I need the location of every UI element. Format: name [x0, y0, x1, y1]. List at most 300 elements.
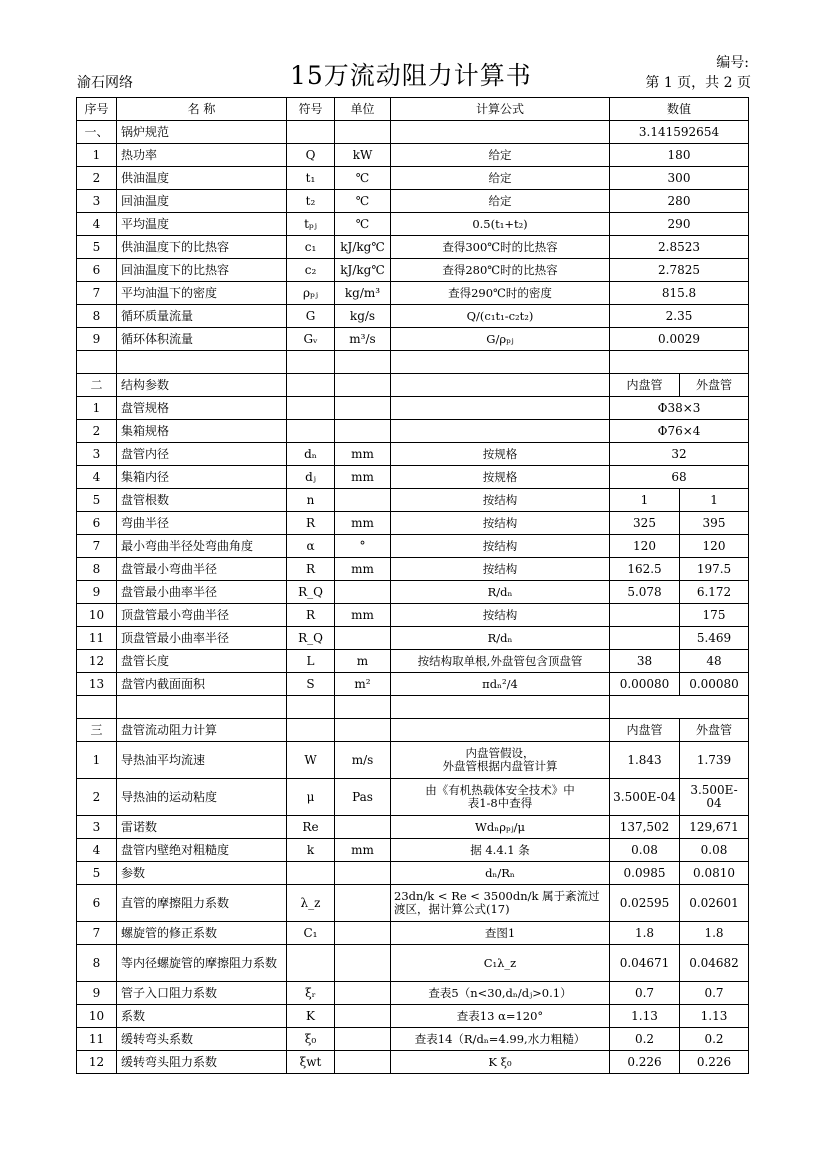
cell-unit	[335, 1051, 391, 1074]
blank-cell	[117, 696, 287, 719]
col-header-name: 名 称	[117, 98, 287, 121]
cell-no: 三	[77, 719, 117, 742]
col-header-symbol: 符号	[287, 98, 335, 121]
cell-symbol	[287, 121, 335, 144]
cell-name: 循环质量流量	[117, 305, 287, 328]
cell-no: 3	[77, 816, 117, 839]
table-row	[77, 627, 749, 650]
cell-no: 2	[77, 779, 117, 816]
cell-unit	[335, 885, 391, 922]
table-row	[77, 945, 749, 982]
cell-value-inner: 1	[610, 489, 680, 512]
cell-no: 12	[77, 1051, 117, 1074]
cell-no: 1	[77, 144, 117, 167]
cell-value-inner: 120	[610, 535, 680, 558]
cell-symbol: W	[287, 742, 335, 779]
table-header-row	[77, 98, 749, 121]
cell-formula: 查表14（R/dₙ=4.99,水力粗糙）	[391, 1028, 610, 1051]
cell-symbol	[287, 945, 335, 982]
cell-no: 7	[77, 282, 117, 305]
table-row	[77, 466, 749, 489]
table-row	[77, 305, 749, 328]
cell-value-inner: 162.5	[610, 558, 680, 581]
cell-value-inner	[610, 627, 680, 650]
cell-name: 回油温度	[117, 190, 287, 213]
cell-formula: 0.5(t₁+t₂)	[391, 213, 610, 236]
cell-name: 盘管流动阻力计算	[117, 719, 287, 742]
cell-value-outer: 0.04682	[680, 945, 749, 982]
cell-value: 290	[610, 213, 749, 236]
cell-name: 缓转弯头系数	[117, 1028, 287, 1051]
col-header-formula: 计算公式	[391, 98, 610, 121]
cell-value-outer: 120	[680, 535, 749, 558]
table-row	[77, 885, 749, 922]
cell-value: 32	[610, 443, 749, 466]
cell-unit: m²	[335, 673, 391, 696]
cell-no: 6	[77, 512, 117, 535]
cell-value-outer: 3.500E-04	[680, 779, 749, 816]
calculation-table	[76, 97, 749, 1074]
cell-unit	[335, 1028, 391, 1051]
cell-name: 集箱规格	[117, 420, 287, 443]
cell-value-outer: 175	[680, 604, 749, 627]
cell-symbol: dⱼ	[287, 466, 335, 489]
cell-no: 3	[77, 443, 117, 466]
cell-no: 7	[77, 535, 117, 558]
cell-formula: 查得290℃时的密度	[391, 282, 610, 305]
cell-symbol: t₂	[287, 190, 335, 213]
cell-symbol: λ_z	[287, 885, 335, 922]
blank-cell	[335, 351, 391, 374]
cell-unit: mm	[335, 466, 391, 489]
cell-formula: 按结构	[391, 535, 610, 558]
page-info: 第 1 页，共 2 页	[645, 75, 751, 91]
section-row	[77, 121, 749, 144]
blank-cell	[77, 696, 117, 719]
cell-value-inner	[610, 604, 680, 627]
table-row	[77, 922, 749, 945]
cell-value: 0.0029	[610, 328, 749, 351]
cell-value: 2.7825	[610, 259, 749, 282]
cell-name: 盘管内径	[117, 443, 287, 466]
cell-symbol: ξwt	[287, 1051, 335, 1074]
table-row	[77, 558, 749, 581]
cell-name: 螺旋管的修正系数	[117, 922, 287, 945]
table-row	[77, 397, 749, 420]
cell-unit	[335, 1005, 391, 1028]
cell-symbol: K	[287, 1005, 335, 1028]
cell-unit	[335, 922, 391, 945]
cell-no: 9	[77, 982, 117, 1005]
cell-formula: Q/(c₁t₁-c₂t₂)	[391, 305, 610, 328]
table-row	[77, 862, 749, 885]
table-row	[77, 1051, 749, 1074]
cell-unit	[335, 945, 391, 982]
cell-unit: °	[335, 535, 391, 558]
cell-name: 结构参数	[117, 374, 287, 397]
table-row	[77, 167, 749, 190]
cell-no: 5	[77, 489, 117, 512]
table-row	[77, 420, 749, 443]
cell-symbol: c₁	[287, 236, 335, 259]
cell-value-inner: 137,502	[610, 816, 680, 839]
cell-formula: R/dₙ	[391, 627, 610, 650]
col-header-unit: 单位	[335, 98, 391, 121]
cell-no: 7	[77, 922, 117, 945]
table-row	[77, 144, 749, 167]
cell-unit: m³/s	[335, 328, 391, 351]
cell-value-inner: 1.8	[610, 922, 680, 945]
cell-name: 雷诺数	[117, 816, 287, 839]
cell-formula: G/ρₚⱼ	[391, 328, 610, 351]
cell-name: 系数	[117, 1005, 287, 1028]
cell-formula: Wdₙρₚⱼ/μ	[391, 816, 610, 839]
cell-no: 二	[77, 374, 117, 397]
section-row	[77, 374, 749, 397]
cell-unit: mm	[335, 558, 391, 581]
cell-no: 6	[77, 885, 117, 922]
cell-symbol	[287, 374, 335, 397]
cell-symbol: C₁	[287, 922, 335, 945]
blank-cell	[610, 696, 749, 719]
cell-no: 12	[77, 650, 117, 673]
cell-name: 管子入口阻力系数	[117, 982, 287, 1005]
cell-value-outer: 48	[680, 650, 749, 673]
cell-name: 平均温度	[117, 213, 287, 236]
cell-no: 10	[77, 1005, 117, 1028]
cell-unit	[335, 397, 391, 420]
cell-value-inner: 内盘管	[610, 719, 680, 742]
cell-value-outer: 0.08	[680, 839, 749, 862]
table-body	[77, 121, 749, 1074]
cell-value-outer: 外盘管	[680, 719, 749, 742]
cell-formula: 给定	[391, 190, 610, 213]
table-row	[77, 650, 749, 673]
page-title: 15万流动阻力计算书	[290, 61, 532, 90]
cell-formula: K ξ₀	[391, 1051, 610, 1074]
cell-unit	[335, 121, 391, 144]
cell-value-inner: 38	[610, 650, 680, 673]
cell-unit	[335, 581, 391, 604]
cell-value-outer: 0.226	[680, 1051, 749, 1074]
table-row	[77, 816, 749, 839]
cell-unit: Pas	[335, 779, 391, 816]
blank-cell	[335, 696, 391, 719]
table-row	[77, 190, 749, 213]
cell-formula	[391, 719, 610, 742]
cell-formula: C₁λ_z	[391, 945, 610, 982]
cell-value-outer: 6.172	[680, 581, 749, 604]
table-row	[77, 742, 749, 779]
cell-value-inner: 0.0985	[610, 862, 680, 885]
cell-value-outer: 395	[680, 512, 749, 535]
cell-formula: 按规格	[391, 443, 610, 466]
cell-value: 2.8523	[610, 236, 749, 259]
cell-unit: ℃	[335, 213, 391, 236]
cell-value-inner: 3.500E-04	[610, 779, 680, 816]
company-name: 渝石网络	[77, 75, 133, 91]
cell-name: 盘管最小曲率半径	[117, 581, 287, 604]
cell-symbol: μ	[287, 779, 335, 816]
document-number-label: 编号:	[716, 55, 749, 71]
cell-value-outer: 0.00080	[680, 673, 749, 696]
cell-formula: dₙ/Rₙ	[391, 862, 610, 885]
cell-value: 815.8	[610, 282, 749, 305]
cell-formula: 查得300℃时的比热容	[391, 236, 610, 259]
section-row	[77, 719, 749, 742]
cell-unit: kJ/kg℃	[335, 236, 391, 259]
cell-unit	[335, 420, 391, 443]
cell-value-outer: 5.469	[680, 627, 749, 650]
cell-name: 顶盘管最小曲率半径	[117, 627, 287, 650]
cell-unit	[335, 816, 391, 839]
cell-value-outer: 0.7	[680, 982, 749, 1005]
cell-symbol: n	[287, 489, 335, 512]
table-row	[77, 213, 749, 236]
cell-name: 直管的摩擦阻力系数	[117, 885, 287, 922]
cell-unit: kW	[335, 144, 391, 167]
cell-name: 导热油的运动粘度	[117, 779, 287, 816]
cell-symbol: S	[287, 673, 335, 696]
cell-value-inner: 内盘管	[610, 374, 680, 397]
cell-formula: 给定	[391, 144, 610, 167]
cell-name: 盘管内截面面积	[117, 673, 287, 696]
cell-name: 集箱内径	[117, 466, 287, 489]
cell-no: 3	[77, 190, 117, 213]
cell-value-inner: 0.04671	[610, 945, 680, 982]
table-row	[77, 982, 749, 1005]
cell-unit: kg/m³	[335, 282, 391, 305]
cell-no: 1	[77, 397, 117, 420]
cell-value-outer: 129,671	[680, 816, 749, 839]
blank-cell	[287, 351, 335, 374]
cell-value-inner: 5.078	[610, 581, 680, 604]
table-row	[77, 779, 749, 816]
table-row	[77, 512, 749, 535]
blank-cell	[287, 696, 335, 719]
cell-name: 盘管最小弯曲半径	[117, 558, 287, 581]
cell-unit: m/s	[335, 742, 391, 779]
cell-value-outer: 1	[680, 489, 749, 512]
cell-value: 3.141592654	[610, 121, 749, 144]
cell-symbol: R_Q	[287, 581, 335, 604]
cell-no: 一、	[77, 121, 117, 144]
cell-symbol: k	[287, 839, 335, 862]
cell-value-outer: 1.8	[680, 922, 749, 945]
cell-no: 5	[77, 862, 117, 885]
cell-name: 回油温度下的比热容	[117, 259, 287, 282]
table-row	[77, 673, 749, 696]
cell-formula: 按结构取单根,外盘管包含顶盘管	[391, 650, 610, 673]
cell-unit	[335, 374, 391, 397]
blank-cell	[610, 351, 749, 374]
cell-symbol: tₚⱼ	[287, 213, 335, 236]
cell-no: 9	[77, 581, 117, 604]
cell-unit: kJ/kg℃	[335, 259, 391, 282]
cell-formula	[391, 374, 610, 397]
cell-formula: 由《有机热载体安全技术》中 表1-8中查得	[391, 779, 610, 816]
cell-symbol: dₙ	[287, 443, 335, 466]
cell-name: 等内径螺旋管的摩擦阻力系数	[117, 945, 287, 982]
cell-no: 2	[77, 167, 117, 190]
cell-unit: mm	[335, 839, 391, 862]
cell-symbol: ξᵣ	[287, 982, 335, 1005]
cell-formula: 给定	[391, 167, 610, 190]
cell-value: 280	[610, 190, 749, 213]
table-row	[77, 259, 749, 282]
cell-value-inner: 1.843	[610, 742, 680, 779]
cell-name: 顶盘管最小弯曲半径	[117, 604, 287, 627]
cell-name: 导热油平均流速	[117, 742, 287, 779]
cell-name: 缓转弯头阻力系数	[117, 1051, 287, 1074]
blank-row	[77, 351, 749, 374]
cell-no: 4	[77, 839, 117, 862]
cell-name: 盘管规格	[117, 397, 287, 420]
cell-formula: 按结构	[391, 512, 610, 535]
table-row	[77, 535, 749, 558]
cell-formula	[391, 397, 610, 420]
cell-value-outer: 1.13	[680, 1005, 749, 1028]
cell-value-outer: 0.02601	[680, 885, 749, 922]
cell-no: 11	[77, 627, 117, 650]
cell-formula: 按结构	[391, 558, 610, 581]
cell-formula: 23dn/k < Re < 3500dn/k 属于紊流过渡区，据计算公式(17)	[391, 885, 610, 922]
cell-symbol: R	[287, 604, 335, 627]
cell-symbol: Q	[287, 144, 335, 167]
cell-value-outer: 0.2	[680, 1028, 749, 1051]
cell-name: 热功率	[117, 144, 287, 167]
blank-cell	[391, 351, 610, 374]
cell-value-outer: 外盘管	[680, 374, 749, 397]
cell-symbol: t₁	[287, 167, 335, 190]
table-row	[77, 581, 749, 604]
cell-unit: m	[335, 650, 391, 673]
table-row	[77, 1005, 749, 1028]
cell-unit	[335, 862, 391, 885]
blank-row	[77, 696, 749, 719]
cell-value: 180	[610, 144, 749, 167]
cell-unit: ℃	[335, 190, 391, 213]
blank-cell	[117, 351, 287, 374]
cell-no: 11	[77, 1028, 117, 1051]
cell-value: 68	[610, 466, 749, 489]
cell-symbol: ξ₀	[287, 1028, 335, 1051]
cell-symbol: Gᵥ	[287, 328, 335, 351]
cell-value-inner: 1.13	[610, 1005, 680, 1028]
cell-value: 2.35	[610, 305, 749, 328]
cell-symbol	[287, 420, 335, 443]
cell-name: 参数	[117, 862, 287, 885]
cell-formula: 查表13 α=120°	[391, 1005, 610, 1028]
cell-symbol	[287, 862, 335, 885]
cell-value-outer: 197.5	[680, 558, 749, 581]
cell-value-inner: 325	[610, 512, 680, 535]
cell-name: 盘管根数	[117, 489, 287, 512]
cell-symbol: α	[287, 535, 335, 558]
cell-unit	[335, 719, 391, 742]
cell-formula	[391, 420, 610, 443]
cell-value: 300	[610, 167, 749, 190]
cell-no: 9	[77, 328, 117, 351]
cell-no: 6	[77, 259, 117, 282]
cell-symbol	[287, 397, 335, 420]
cell-value-outer: 1.739	[680, 742, 749, 779]
cell-no: 13	[77, 673, 117, 696]
cell-symbol: G	[287, 305, 335, 328]
cell-unit: mm	[335, 443, 391, 466]
cell-value: Φ76×4	[610, 420, 749, 443]
cell-no: 5	[77, 236, 117, 259]
table-row	[77, 236, 749, 259]
cell-name: 平均油温下的密度	[117, 282, 287, 305]
cell-no: 8	[77, 305, 117, 328]
cell-symbol: L	[287, 650, 335, 673]
cell-name: 弯曲半径	[117, 512, 287, 535]
cell-symbol: R	[287, 558, 335, 581]
cell-name: 盘管内壁绝对粗糙度	[117, 839, 287, 862]
cell-formula	[391, 121, 610, 144]
cell-unit: mm	[335, 604, 391, 627]
col-header-value: 数值	[610, 98, 749, 121]
cell-no: 4	[77, 213, 117, 236]
cell-formula: πdₙ²/4	[391, 673, 610, 696]
cell-value-inner: 0.08	[610, 839, 680, 862]
cell-unit: kg/s	[335, 305, 391, 328]
table-row	[77, 839, 749, 862]
blank-cell	[77, 351, 117, 374]
cell-unit	[335, 627, 391, 650]
cell-no: 8	[77, 558, 117, 581]
cell-no: 2	[77, 420, 117, 443]
cell-unit: mm	[335, 512, 391, 535]
cell-value-outer: 0.0810	[680, 862, 749, 885]
cell-symbol: ρₚⱼ	[287, 282, 335, 305]
cell-unit	[335, 489, 391, 512]
cell-no: 1	[77, 742, 117, 779]
cell-value-inner: 0.2	[610, 1028, 680, 1051]
cell-value: Φ38×3	[610, 397, 749, 420]
cell-value-inner: 0.7	[610, 982, 680, 1005]
cell-name: 供油温度	[117, 167, 287, 190]
col-header-no: 序号	[77, 98, 117, 121]
cell-symbol: c₂	[287, 259, 335, 282]
cell-unit	[335, 982, 391, 1005]
blank-cell	[391, 696, 610, 719]
cell-value-inner: 0.02595	[610, 885, 680, 922]
cell-formula: 按规格	[391, 466, 610, 489]
cell-formula: 查得280℃时的比热容	[391, 259, 610, 282]
cell-no: 10	[77, 604, 117, 627]
cell-name: 最小弯曲半径处弯曲角度	[117, 535, 287, 558]
cell-name: 循环体积流量	[117, 328, 287, 351]
cell-symbol	[287, 719, 335, 742]
cell-name: 供油温度下的比热容	[117, 236, 287, 259]
cell-name: 锅炉规范	[117, 121, 287, 144]
cell-formula: 内盘管假设， 外盘管根据内盘管计算	[391, 742, 610, 779]
cell-formula: 查图1	[391, 922, 610, 945]
table-row	[77, 604, 749, 627]
cell-symbol: R_Q	[287, 627, 335, 650]
cell-name: 盘管长度	[117, 650, 287, 673]
cell-formula: 据 4.4.1 条	[391, 839, 610, 862]
table-row	[77, 489, 749, 512]
cell-value-inner: 0.226	[610, 1051, 680, 1074]
cell-formula: 按结构	[391, 489, 610, 512]
table-row	[77, 1028, 749, 1051]
cell-value-inner: 0.00080	[610, 673, 680, 696]
cell-symbol: R	[287, 512, 335, 535]
cell-formula: 按结构	[391, 604, 610, 627]
